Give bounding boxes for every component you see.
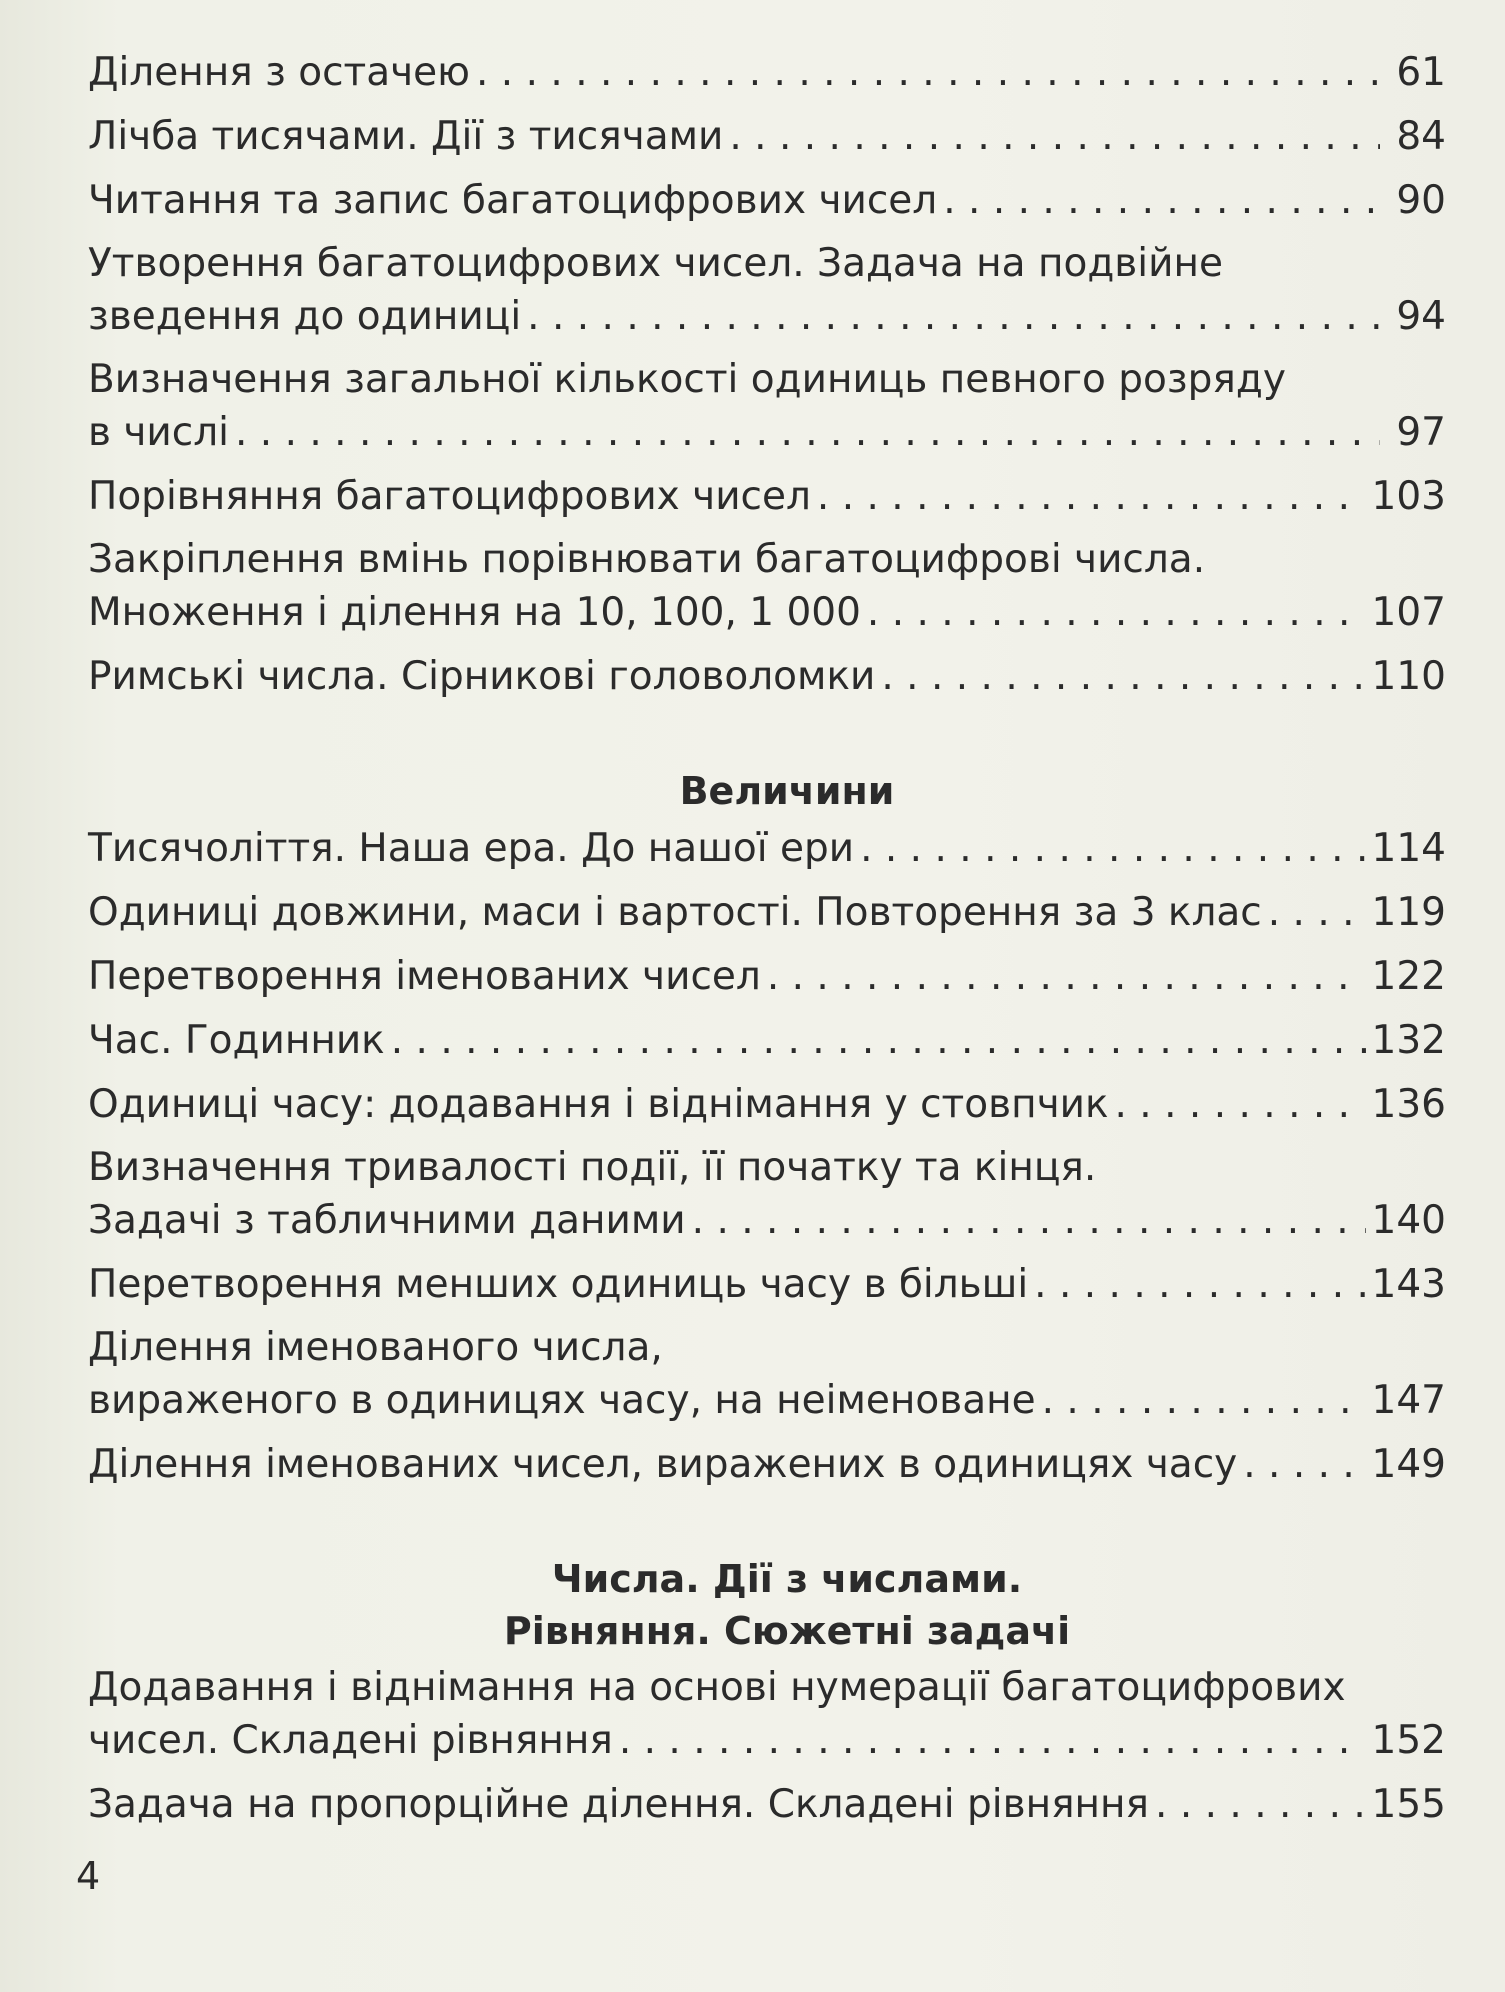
- toc-entry-page: 155: [1371, 1782, 1446, 1827]
- toc-entry: [88, 1438, 1446, 1492]
- toc-entry-row: [88, 822, 1446, 876]
- toc-entry: [88, 1322, 1446, 1428]
- toc-entry-row: [88, 650, 1446, 704]
- toc-entry-row: [88, 1438, 1446, 1492]
- dot-leader: [1115, 1078, 1366, 1132]
- toc-entry: [88, 1778, 1446, 1832]
- dot-leader: [391, 1014, 1366, 1068]
- toc-entry-title-line: Задачі з табличними даними: [88, 1198, 686, 1243]
- dot-leader: [1034, 1258, 1365, 1312]
- section-heading: Числа. Дії з числами.: [551, 1557, 1023, 1601]
- toc-entry: [88, 1662, 1446, 1768]
- toc-entry-page: 114: [1371, 826, 1446, 871]
- toc-entry-page: 107: [1371, 590, 1446, 635]
- toc-entry-title-line: Визначення загальної кількості одиниць певного розряду: [88, 357, 1286, 402]
- toc-entry: [88, 110, 1446, 164]
- toc-entry-row: [88, 406, 1446, 460]
- dot-leader: [767, 950, 1366, 1004]
- toc-entry-title-line: Ділення іменованих чисел, виражених в одиницях часу: [88, 1442, 1238, 1487]
- section-heading: Величини: [679, 769, 895, 813]
- toc-entry-page: 136: [1371, 1082, 1446, 1127]
- toc-entry: [88, 46, 1446, 100]
- toc-entry-title-line: Ділення іменованого числа,: [88, 1325, 663, 1370]
- toc-entry: [88, 822, 1446, 876]
- toc-entry: [88, 238, 1446, 344]
- toc-section: [88, 1554, 1446, 1832]
- dot-leader: [729, 110, 1380, 164]
- dot-leader: [817, 470, 1366, 524]
- toc-entry-row: [88, 1714, 1446, 1768]
- toc-entry-row: [88, 586, 1446, 640]
- toc-section: [88, 46, 1446, 704]
- toc-entry-title-line: Перетворення іменованих чисел: [88, 954, 761, 999]
- toc-entry-page: 103: [1371, 474, 1446, 519]
- toc-entry-title-line: Додавання і віднімання на основі нумерації багатоцифрових: [88, 1665, 1346, 1710]
- toc-section: [88, 766, 1446, 1492]
- toc-entry-title-line: Лічба тисячами. Дії з тисячами: [88, 114, 724, 159]
- toc-entry-page: 122: [1371, 954, 1446, 999]
- toc-entry-row: [88, 110, 1446, 164]
- toc-entry-row: [88, 1078, 1446, 1132]
- toc-entry-title-line: Читання та запис багатоцифрових чисел: [88, 178, 938, 223]
- toc-entry-title-line: Утворення багатоцифрових чисел. Задача на подвійне: [88, 241, 1223, 286]
- toc-entry-row: [88, 174, 1446, 228]
- toc-entry-title-line: Множення і ділення на 10, 100, 1 000: [88, 590, 861, 635]
- dot-leader: [881, 650, 1365, 704]
- toc-entry: [88, 650, 1446, 704]
- toc-entry: [88, 1258, 1446, 1312]
- toc-entry-title-line: в числі: [88, 410, 229, 455]
- toc-entry-title-line: Закріплення вмінь порівнювати багатоцифрові числа.: [88, 537, 1206, 582]
- toc-entry-page: 149: [1371, 1442, 1446, 1487]
- toc-entry-page: 90: [1396, 178, 1446, 223]
- toc-entry: [88, 1142, 1446, 1248]
- toc-entry: [88, 470, 1446, 524]
- table-of-contents: [88, 46, 1446, 1842]
- toc-entry-row: [88, 1194, 1446, 1248]
- toc-entry-title-line: зведення до одиниці: [88, 294, 522, 339]
- toc-entry-title-line: Визначення тривалості події, її початку та кінця.: [88, 1145, 1097, 1190]
- toc-entry-page: 94: [1396, 294, 1446, 339]
- toc-entry-title-line: Задача на пропорційне ділення. Складені рівняння: [88, 1782, 1150, 1827]
- toc-entry: [88, 534, 1446, 640]
- dot-leader: [1268, 886, 1366, 940]
- toc-entry-page: 152: [1371, 1718, 1446, 1763]
- toc-entry: [88, 1078, 1446, 1132]
- toc-entry-title-line: Ділення з остачею: [88, 50, 471, 95]
- dot-leader: [527, 290, 1380, 344]
- dot-leader: [619, 1714, 1366, 1768]
- toc-entry-page: 97: [1396, 410, 1446, 455]
- toc-entry-row: [88, 1258, 1446, 1312]
- toc-entry-title-line: Перетворення менших одиниць часу в більші: [88, 1262, 1029, 1307]
- page-number: 4: [76, 1854, 101, 1898]
- toc-entry-row: [88, 46, 1446, 100]
- dot-leader: [235, 406, 1380, 460]
- toc-entry-title-line: Одиниці довжини, маси і вартості. Повторення за 3 клас: [88, 890, 1262, 935]
- dot-leader: [943, 174, 1380, 228]
- toc-entry-title-line: Порівняння багатоцифрових чисел: [88, 474, 811, 519]
- toc-entry-title-line: Час. Годинник: [88, 1018, 385, 1063]
- toc-entry-page: 132: [1371, 1018, 1446, 1063]
- dot-leader: [1155, 1778, 1366, 1832]
- toc-entry: [88, 950, 1446, 1004]
- section-heading: Рівняння. Сюжетні задачі: [503, 1609, 1071, 1653]
- toc-entry-row: [88, 886, 1446, 940]
- toc-entry-row: [88, 290, 1446, 344]
- toc-entry: [88, 354, 1446, 460]
- toc-entry-page: 140: [1371, 1198, 1446, 1243]
- toc-entry-title-line: чисел. Складені рівняння: [88, 1718, 613, 1763]
- dot-leader: [860, 822, 1365, 876]
- toc-entry-page: 84: [1396, 114, 1446, 159]
- dot-leader: [476, 46, 1380, 100]
- toc-entry-page: 143: [1371, 1262, 1446, 1307]
- dot-leader: [1042, 1374, 1366, 1428]
- toc-entry-row: [88, 1778, 1446, 1832]
- toc-entry-page: 110: [1371, 654, 1446, 699]
- toc-entry-row: [88, 1374, 1446, 1428]
- toc-entry-page: 119: [1371, 890, 1446, 935]
- toc-entry: [88, 174, 1446, 228]
- toc-entry-row: [88, 950, 1446, 1004]
- toc-entry: [88, 886, 1446, 940]
- toc-entry: [88, 1014, 1446, 1068]
- toc-entry-row: [88, 470, 1446, 524]
- dot-leader: [692, 1194, 1366, 1248]
- dot-leader: [1243, 1438, 1365, 1492]
- toc-entry-row: [88, 1014, 1446, 1068]
- toc-entry-page: 147: [1371, 1378, 1446, 1423]
- toc-entry-title-line: Тисячоліття. Наша ера. До нашої ери: [88, 826, 855, 871]
- dot-leader: [867, 586, 1366, 640]
- toc-entry-title-line: вираженого в одиницях часу, на неіменоване: [88, 1378, 1036, 1423]
- toc-entry-title-line: Одиниці часу: додавання і віднімання у стовпчик: [88, 1082, 1109, 1127]
- toc-entry-title-line: Римські числа. Сірникові головоломки: [88, 654, 876, 699]
- toc-entry-page: 61: [1396, 50, 1446, 95]
